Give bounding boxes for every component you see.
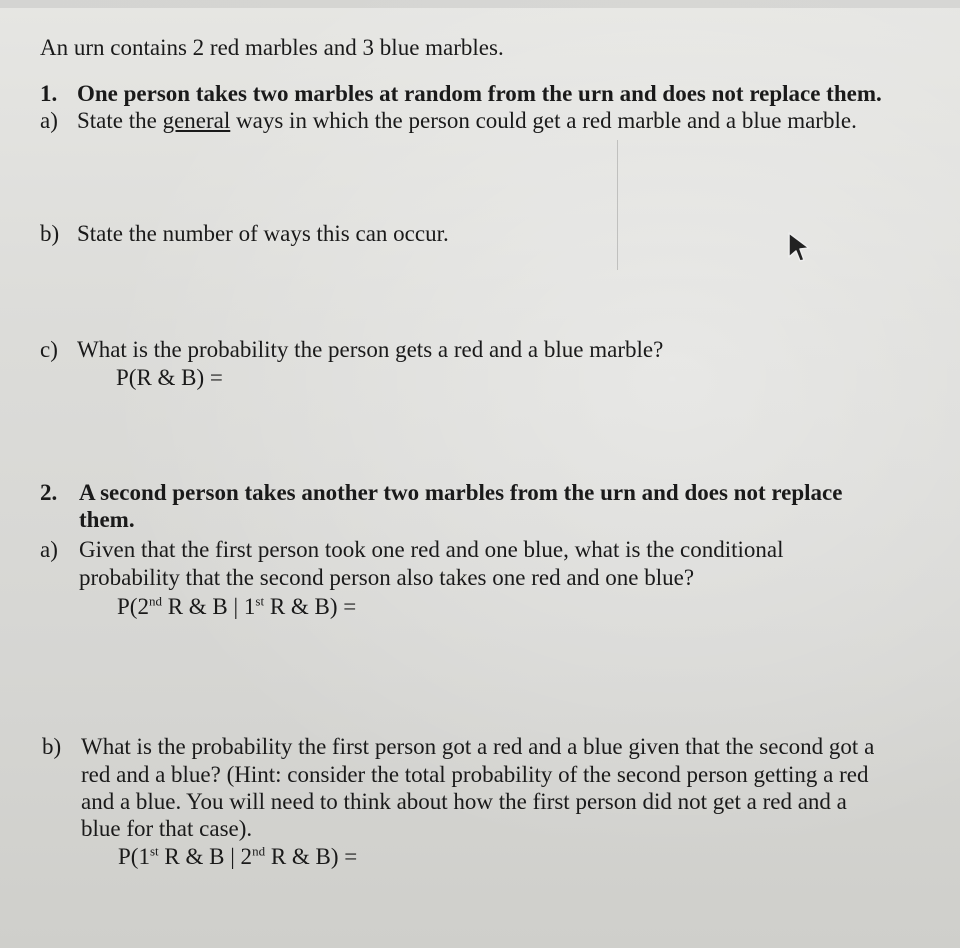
scan-mark — [617, 140, 618, 270]
q2a-label: a) — [40, 537, 58, 562]
q2b-f-mid: R & B | 2 — [158, 844, 253, 869]
top-edge — [0, 0, 960, 8]
q1b-text: State the number of ways this can occur. — [77, 221, 449, 246]
q1c-text: What is the probability the person gets a red and a blue marble? — [77, 337, 664, 362]
mouse-pointer-icon — [783, 230, 813, 264]
q2b-f-post: R & B) = — [265, 844, 358, 869]
intro-text: An urn contains 2 red marbles and 3 blue marbles. — [40, 35, 504, 60]
q2b-label: b) — [42, 734, 62, 759]
q2b-f-sup2: nd — [252, 843, 266, 859]
q2a-line1: Given that the first person took one red and one blue, what is the conditional — [79, 537, 784, 562]
q1a-emph: general — [162, 108, 231, 133]
q2a-line2: probability that the second person also takes one red and one blue? — [79, 565, 695, 590]
q1b-label: b) — [40, 221, 60, 246]
q1-number: 1. — [40, 81, 58, 106]
q2a-f-post: R & B) = — [264, 594, 357, 619]
q1c-formula: P(R & B) = — [116, 365, 223, 390]
q2b-f-sup1: st — [149, 843, 159, 859]
q2a-formula — [117, 593, 356, 621]
q2b-formula — [118, 843, 357, 871]
q1-text: One person takes two marbles at random from the urn and does not replace them. — [77, 81, 882, 106]
q2-text-line1: A second person takes another two marbles from the urn and does not replace — [79, 480, 843, 505]
q2a-f-pre: P(2 — [117, 594, 149, 619]
q2-text-line2: them. — [79, 507, 135, 532]
q2b-line3: and a blue. You will need to think about how the first person did not get a red and a — [81, 789, 847, 814]
q1a-text — [77, 107, 857, 135]
q1c-label: c) — [40, 337, 58, 362]
q2b-line2: red and a blue? (Hint: consider the total probability of the second person getting a red — [81, 762, 869, 787]
q2a-f-sup2: st — [255, 593, 265, 609]
q1a-pre: State the — [77, 108, 157, 133]
q1a-label: a) — [40, 108, 58, 133]
q2b-line1: What is the probability the first person got a red and a blue given that the second got a — [81, 734, 875, 759]
q2a-f-mid: R & B | 1 — [161, 594, 256, 619]
q2a-f-sup1: nd — [148, 593, 162, 609]
q2b-line4: blue for that case). — [81, 816, 253, 841]
q2b-f-pre: P(1 — [118, 844, 150, 869]
q2-number: 2. — [40, 480, 58, 505]
q1a-post: ways in which the person could get a red marble and a blue marble. — [236, 108, 857, 133]
